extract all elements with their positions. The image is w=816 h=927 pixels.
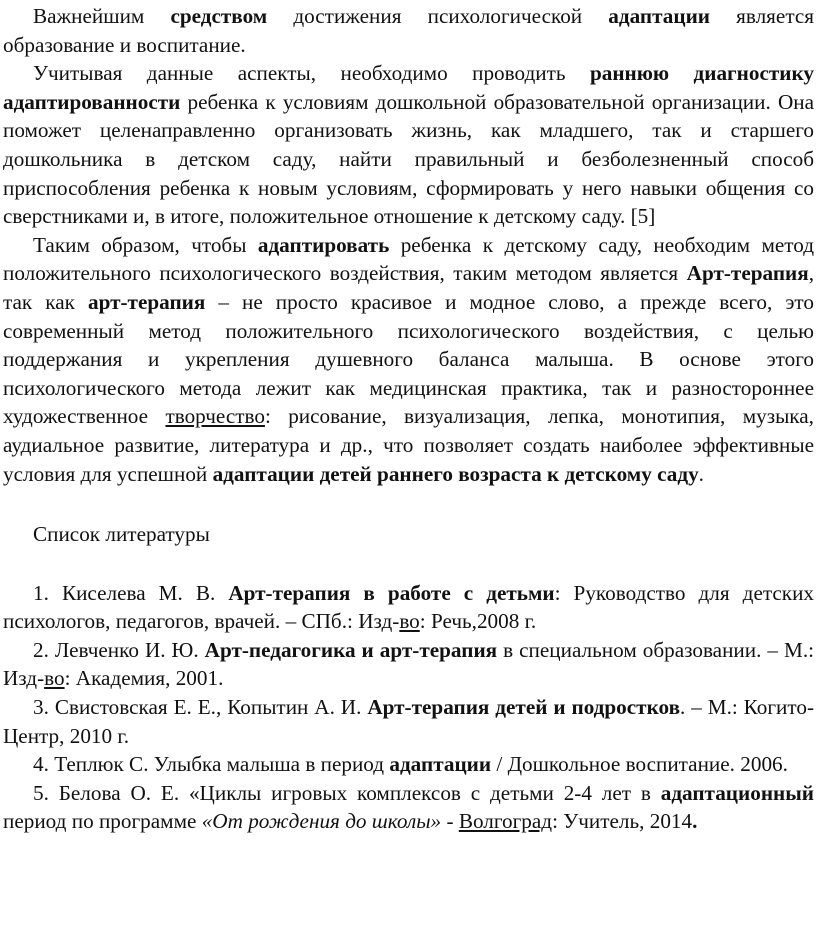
bold-term: Арт-терапия	[686, 261, 809, 286]
bold-term: средством	[170, 4, 268, 28]
reference-item-2	[3, 636, 814, 693]
ref-keyword: адаптационный	[660, 780, 814, 805]
text: Учитывая данные аспекты, необходимо проводить	[33, 61, 590, 86]
paragraph-2	[3, 59, 814, 231]
ref-author: Теплюк С. Улыбка малыша в период	[54, 752, 390, 777]
ref-author: Киселева М. В.	[61, 580, 229, 605]
ref-title: Арт-терапия в работе с детьми	[228, 580, 555, 605]
paragraph-1	[3, 2, 814, 59]
text: -	[441, 809, 459, 834]
bold-term: адаптации	[608, 4, 710, 28]
text: Важнейшим	[33, 4, 171, 28]
reference-item-1	[3, 579, 814, 636]
text: .	[692, 809, 698, 834]
bold-term: адаптации детей раннего возраста к детскому саду	[212, 461, 699, 486]
underlined-link[interactable]: во	[399, 609, 420, 634]
text: ребенка к условиям дошкольной образовательной организации. Она поможет целенаправленно организовать жизнь, как младшего, так и старшего дошкольника в детском саду, найти правильный и безболезненный способ приспособления ребенка к новым условиям, сформировать у него навыки общения со сверстниками и, в итоге, положительное отношение к детскому саду. [5]	[3, 89, 814, 229]
bold-term: арт-терапия	[87, 289, 206, 314]
text: Таким образом, чтобы	[33, 232, 258, 257]
bold-term: адаптировать	[257, 232, 390, 257]
text: : рисование, визуализация, лепка, монотипия, музыка, аудиальное развитие, литература и др., что позволяет создать наиболее эффективные условия для успешной	[3, 404, 814, 486]
text: .	[698, 461, 704, 486]
text: , так как	[3, 261, 814, 314]
reference-item-4	[3, 750, 814, 779]
text: : Учитель, 2014	[552, 809, 693, 834]
ref-title: Арт-терапия детей и подростков	[367, 695, 681, 720]
underlined-link[interactable]: творчество	[165, 404, 265, 429]
ref-number: 4.	[33, 752, 55, 777]
ref-program-title: «От рождения до школы»	[201, 809, 442, 834]
text: достижения психологической	[267, 4, 609, 28]
text: . – М.: Когито-Центр, 2010 г.	[3, 695, 815, 748]
ref-number: 2.	[33, 637, 55, 662]
text: ребенка к детскому саду, необходим метод положительного психологического воздействия, таким методом является	[3, 232, 814, 286]
ref-number: 5.	[33, 780, 59, 805]
text: : Академия, 2001.	[64, 666, 224, 691]
ref-author: Левченко И. Ю.	[54, 637, 205, 662]
text: в специальном образовании. – М.: Изд-	[3, 637, 815, 691]
text: – не просто красивое и модное слово, а прежде всего, это современный метод положительного психологического воздействия, с целью поддержания и укрепления душевного баланса малыша. В основе этого психологического метода лежит как медицинская практика, так и разностороннее художественное	[3, 289, 814, 429]
text: / Дошкольное воспитание. 2006.	[491, 752, 788, 777]
underlined-link[interactable]: Волгоград	[458, 809, 553, 834]
ref-number: 3.	[33, 695, 55, 720]
spacer	[3, 488, 814, 520]
text: : Руководство для детских психологов, педагогов, врачей. – СПб.: Изд-	[3, 580, 815, 634]
spacer	[3, 549, 814, 579]
text: является образование и воспитание.	[3, 4, 814, 57]
reference-item-3	[3, 693, 814, 750]
bold-term: раннюю диагностику адаптированности	[3, 61, 814, 114]
text: : Речь,2008 г.	[419, 609, 537, 634]
paragraph-3	[3, 231, 814, 488]
underlined-link[interactable]: во	[44, 666, 65, 691]
ref-author: Белова О. Е. «Циклы игровых комплексов с детьми 2-4 лет в	[58, 780, 661, 805]
text: период по программе	[3, 809, 202, 834]
ref-title: Арт-педагогика и арт-терапия	[204, 637, 498, 662]
ref-number: 1.	[33, 580, 62, 605]
ref-title: адаптации	[389, 752, 492, 777]
ref-author: Свистовская Е. Е., Копытин А. И.	[54, 695, 368, 720]
references-heading: Список литературы	[33, 522, 210, 547]
reference-item-5	[3, 779, 814, 836]
